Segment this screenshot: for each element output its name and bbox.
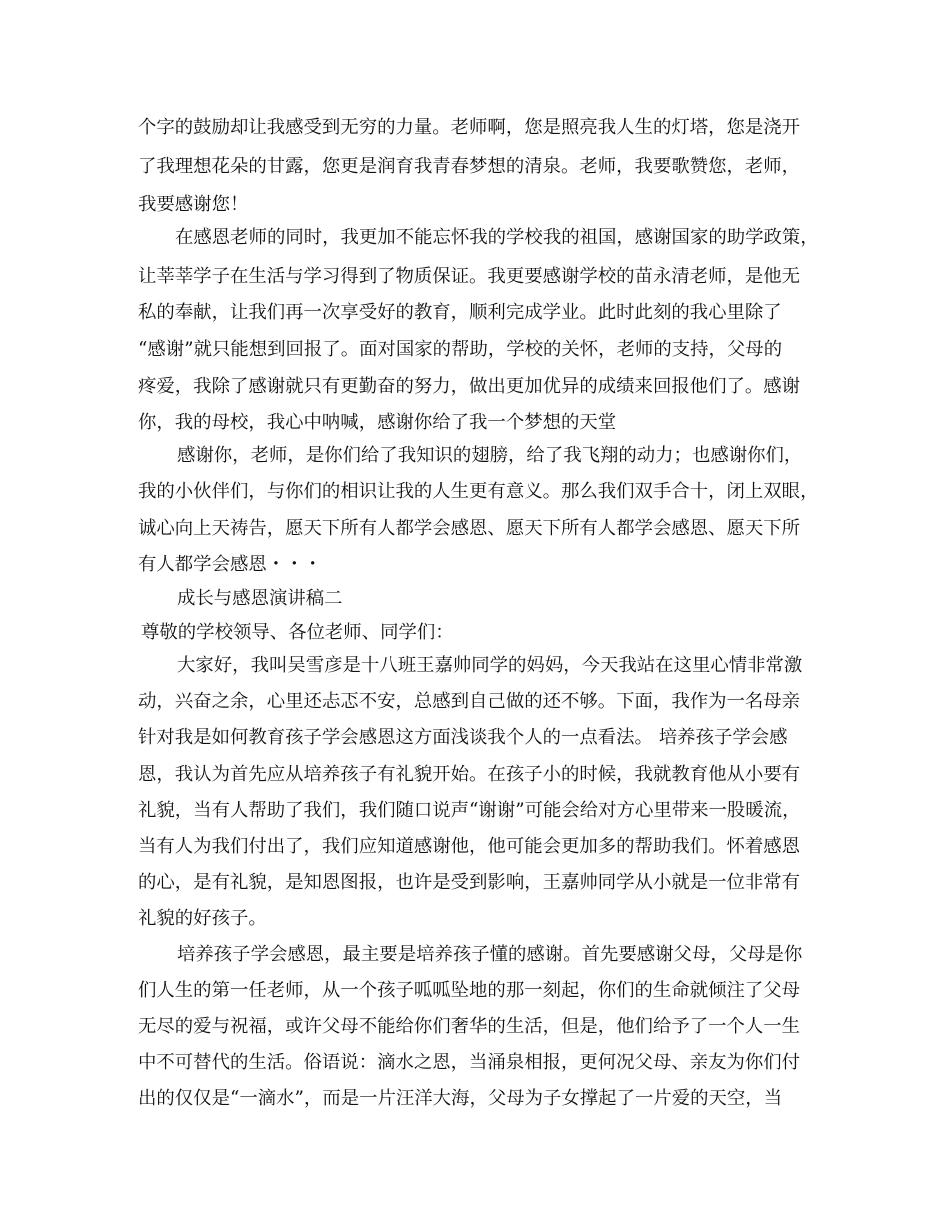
text-line: 疼爱，我除了感谢就只有更勤奋的努力，做出更加优异的成绩来回报他们了。感谢 (138, 376, 801, 397)
text-line: 个字的鼓励却让我感受到无穷的力量。老师啊，您是照亮我人生的灯塔，您是浇开 (138, 117, 801, 138)
text-line: 当有人为我们付出了，我们应知道感谢他，他可能会更加多的帮助我们。怀着感恩 (138, 836, 801, 857)
text-line: 的心，是有礼貌，是知恩图报，也许是受到影响，王嘉帅同学从小就是一位非常有 (138, 872, 801, 893)
text-line: 恩，我认为首先应从培养孩子有礼貌开始。在孩子小的时候，我就教育他从小要有 (138, 764, 801, 785)
text-line: 们人生的第一任老师，从一个孩子呱呱坠地的那一刻起，你们的生命就倾注了父母 (138, 980, 801, 1001)
text-line: 我要感谢您！ (138, 194, 249, 215)
text-line: 动，兴奋之余，心里还忐忑不安，总感到自己做的还不够。下面，我作为一名母亲 (138, 691, 801, 712)
text-line: “感谢”就只能想到回报了。面对国家的帮助，学校的关怀，老师的支持，父母的 (138, 339, 783, 360)
text-line: 私的奉献，让我们再一次享受好的教育，顺利完成学业。此时此刻的我心里除了 (138, 302, 782, 323)
salutation: 尊敬的学校领导、各位老师、同学们： (141, 622, 454, 643)
text-line: 了我理想花朵的甘露，您更是润育我青春梦想的清泉。老师，我要歌赞您，老师， (138, 156, 801, 177)
text-line: 礼貌的好孩子。 (138, 908, 267, 929)
text-line: 我的小伙伴们，与你们的相识让我的人生更有意义。那么我们双手合十，闭上双眼， (138, 481, 819, 502)
text-line: 中不可替代的生活。俗语说：滴水之恩，当涌泉相报，更何况父母、亲友为你们付 (138, 1052, 801, 1073)
text-line: 在感恩老师的同时，我更加不能忘怀我的学校我的祖国，感谢国家的助学政策， (175, 227, 819, 248)
text-line: 针对我是如何教育孩子学会感恩这方面浅谈我个人的一点看法。 培养孩子学会感 (138, 727, 788, 748)
text-line: 诚心向上天祷告，愿天下所有人都学会感恩、愿天下所有人都学会感恩、愿天下所 (138, 518, 801, 539)
text-line: 有人都学会感恩・・・ (138, 554, 322, 575)
text-line: 感谢你，老师，是你们给了我知识的翅膀，给了我飞翔的动力；也感谢你们， (177, 445, 803, 466)
text-line: 出的仅仅是“一滴水”，而是一片汪洋大海，父母为子女撑起了一片爱的天空，当 (138, 1088, 783, 1109)
text-line: 让莘莘学子在生活与学习得到了物质保证。我更要感谢学校的苗永清老师，是他无 (138, 266, 801, 287)
text-line: 你，我的母校，我心中呐喊，感谢你给了我一个梦想的天堂 (138, 412, 617, 433)
text-line: 无尽的爱与祝福，或许父母不能给你们奢华的生活，但是，他们给予了一个人一生 (138, 1016, 801, 1037)
section-title: 成长与感恩演讲稿二 (177, 588, 343, 609)
text-line: 培养孩子学会感恩，最主要是培养孩子懂的感谢。首先要感谢父母，父母是你 (177, 944, 803, 965)
text-line: 大家好，我叫吴雪彦是十八班王嘉帅同学的妈妈，今天我站在这里心情非常激 (177, 655, 803, 676)
text-line: 礼貌，当有人帮助了我们，我们随口说声“谢谢”可能会给对方心里带来一股暖流， (138, 800, 801, 821)
